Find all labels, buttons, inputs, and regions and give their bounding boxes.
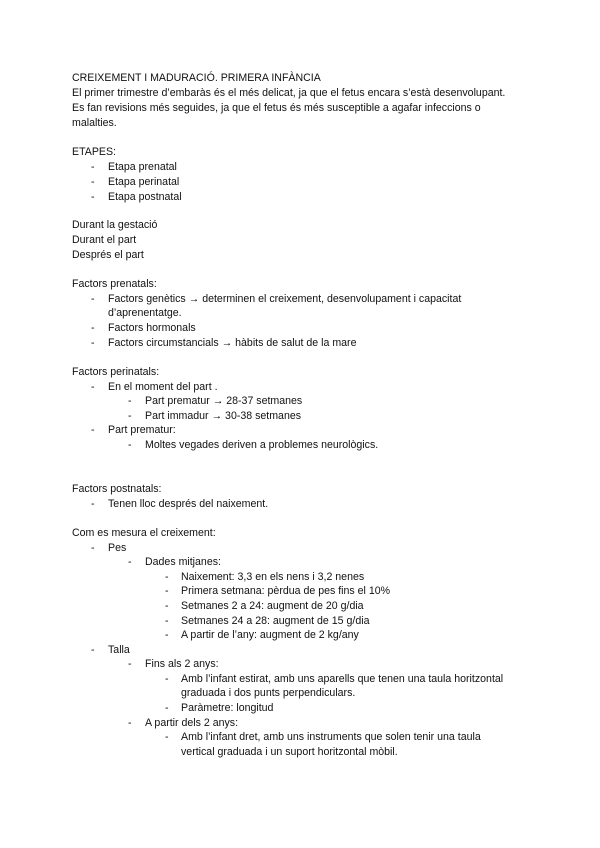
sub-sub-list-item: Setmanes 24 a 28: augment de 15 g/dia — [181, 615, 370, 627]
sub-list-item: Dades mitjanes: — [145, 556, 221, 568]
sub-sub-list-item: Setmanes 2 a 24: augment de 20 g/dia — [181, 600, 364, 612]
sub-sub-list-item: Amb l’infant dret, amb uns instruments que solen tenir una taula — [181, 731, 481, 743]
list-item: Factors genètics → determinen el creixement, desenvolupament i capacitat — [108, 293, 462, 305]
sub-list-item: A partir dels 2 anys: — [145, 717, 239, 729]
intro-line-1: El primer trimestre d’embaràs és el més delicat, ja que el fetus encara s’està desenvolupant. — [72, 87, 506, 99]
bullet: - — [128, 717, 132, 729]
bullet: - — [91, 322, 95, 334]
list-item: Factors circumstancials → hàbits de salut de la mare — [108, 337, 357, 349]
bullet: - — [165, 600, 169, 612]
list-item: Factors hormonals — [108, 322, 196, 334]
bullet: - — [128, 439, 132, 451]
list-item: Etapa prenatal — [108, 161, 177, 173]
prenatals-heading: Factors prenatals: — [72, 278, 157, 290]
sub-list-item: Fins als 2 anys: — [145, 658, 219, 670]
bullet: - — [165, 571, 169, 583]
bullet: - — [128, 395, 132, 407]
bullet: - — [91, 644, 95, 656]
sub-list-item: Moltes vegades deriven a problemes neurològics. — [145, 439, 379, 451]
list-item: Etapa perinatal — [108, 176, 180, 188]
moment-line: Després el part — [72, 249, 144, 261]
sub-list-item: Part immadur → 30-38 setmanes — [145, 410, 302, 422]
bullet: - — [165, 673, 169, 685]
bullet: - — [165, 731, 169, 743]
sub-sub-list-item: Paràmetre: longitud — [181, 702, 274, 714]
sub-sub-list-item: Amb l’infant estirat, amb uns aparells que tenen una taula horitzontal — [181, 673, 504, 685]
bullet: - — [128, 556, 132, 568]
bullet: - — [91, 498, 95, 510]
list-item: Tenen lloc després del naixement. — [108, 498, 269, 510]
sub-sub-list-item: Primera setmana: pèrdua de pes fins el 10% — [181, 585, 391, 597]
bullet: - — [165, 629, 169, 641]
bullet: - — [91, 161, 95, 173]
perinatals-heading: Factors perinatals: — [72, 366, 160, 378]
postnatals-heading: Factors postnatals: — [72, 483, 162, 495]
bullet: - — [128, 410, 132, 422]
list-item-pes: Pes — [108, 542, 127, 554]
list-item: Part prematur: — [108, 424, 176, 436]
bullet: - — [165, 585, 169, 597]
list-item-continuation: d’aprenentatge. — [108, 307, 182, 319]
etapes-heading: ETAPES: — [72, 146, 116, 158]
moment-line: Durant el part — [72, 234, 137, 246]
sub-list-item: Part prematur → 28-37 setmanes — [145, 395, 303, 407]
bullet: - — [91, 191, 95, 203]
sub-sub-list-item: Naixement: 3,3 en els nens i 3,2 nenes — [181, 571, 365, 583]
bullet: - — [165, 702, 169, 714]
bullet: - — [91, 293, 95, 305]
page-title: CREIXEMENT I MADURACIÓ. PRIMERA INFÀNCIA — [72, 72, 321, 84]
sub-sub-list-continuation: graduada i dos punts perpendiculars. — [181, 687, 356, 699]
intro-line-2: Es fan revisions més seguides, ja que el fetus és més susceptible a agafar infeccions o — [72, 102, 481, 114]
bullet: - — [91, 542, 95, 554]
mesura-heading: Com es mesura el creixement: — [72, 527, 216, 539]
intro-line-3: malalties. — [72, 117, 117, 129]
bullet: - — [91, 337, 95, 349]
sub-sub-list-item: A partir de l’any: augment de 2 kg/any — [181, 629, 359, 641]
bullet: - — [91, 424, 95, 436]
bullet: - — [165, 615, 169, 627]
bullet: - — [91, 176, 95, 188]
moment-line: Durant la gestació — [72, 219, 158, 231]
list-item: Etapa postnatal — [108, 191, 182, 203]
bullet: - — [128, 658, 132, 670]
sub-sub-list-continuation: vertical graduada i un suport horitzontal mòbil. — [181, 746, 398, 758]
list-item-talla: Talla — [108, 644, 130, 656]
list-item: En el moment del part . — [108, 381, 218, 393]
bullet: - — [91, 381, 95, 393]
